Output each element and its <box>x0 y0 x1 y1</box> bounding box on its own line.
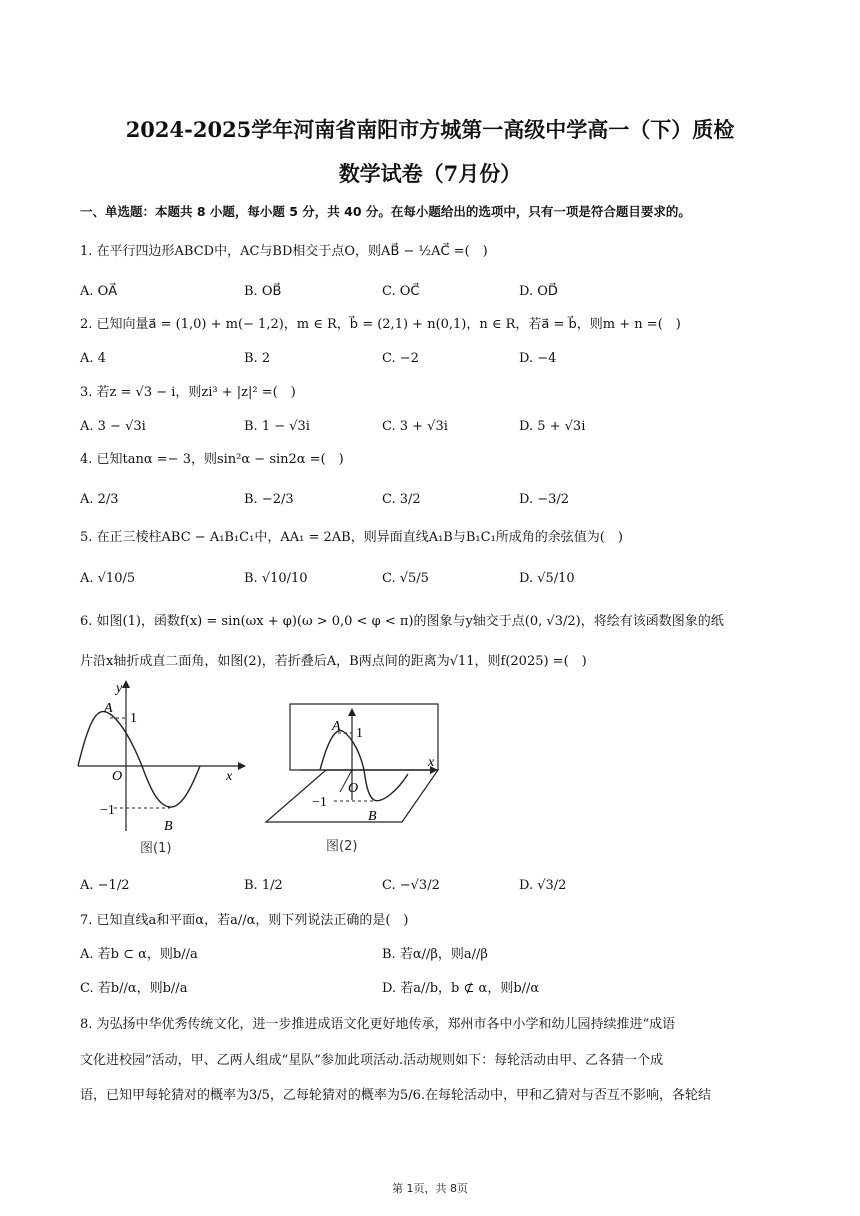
point-a-label: A <box>104 701 113 716</box>
question-7-option-b: B. 若α//β，则a//β <box>382 947 488 962</box>
question-2-option-b: B. 2 <box>244 351 271 366</box>
question-8-stem-line3: 语，已知甲每轮猜对的概率为3/5，乙每轮猜对的概率为5/6.在每轮活动中，甲和乙猜对与否互不影响，各轮结 <box>80 1088 711 1103</box>
question-1-option-c: C. OC⃗ <box>382 284 420 299</box>
question-6-option-d: D. √3/2 <box>519 878 567 893</box>
tick-neg-one-label: −1 <box>312 795 327 810</box>
question-5-option-d: D. √5/10 <box>519 571 575 586</box>
question-7-stem: 7. 已知直线a和平面α，若a//α，则下列说法正确的是( ) <box>80 913 409 928</box>
point-b-label: B <box>368 809 377 824</box>
point-b-label: B <box>164 819 173 834</box>
x-axis-label: x <box>226 769 233 784</box>
question-1-stem: 1. 在平行四边形ABCD中，AC与BD相交于点O，则AB⃗ − ½AC⃗ =( ) <box>80 244 488 259</box>
tick-one-label: 1 <box>356 726 363 741</box>
question-5-option-a: A. √10/5 <box>80 571 136 586</box>
figure-2 <box>264 700 454 862</box>
question-6-option-b: B. 1/2 <box>244 878 283 893</box>
tick-one-label: 1 <box>130 711 137 726</box>
figure-2-graph <box>264 700 454 862</box>
question-6-option-c: C. −√3/2 <box>382 878 440 893</box>
question-2-stem: 2. 已知向量a⃗ = (1,0) + m(− 1,2)，m ∈ R，b⃗ = (2,1) + n(0,1)，n ∈ R，若a⃗ = b⃗，则m + n =( ) <box>80 317 681 332</box>
question-1-option-b: B. OB⃗ <box>244 284 282 299</box>
tick-neg-one-label: −1 <box>100 803 115 818</box>
question-6-option-a: A. −1/2 <box>80 878 130 893</box>
question-8-stem-line2: 文化进校园”活动，甲、乙两人组成“星队”参加此项活动.活动规则如下：每轮活动由甲、乙各猜一个成 <box>80 1053 664 1068</box>
x-axis-label: x <box>428 755 435 770</box>
figure-1-graph <box>76 676 246 862</box>
y-axis-label: y <box>116 681 123 696</box>
question-8-stem-line1: 8. 为弘扬中华优秀传统文化，进一步推进成语文化更好地传承，郑州市各中小学和幼儿园持续推进“成语 <box>80 1017 676 1032</box>
question-6-stem-line1: 6. 如图(1)，函数f(x) = sin(ωx + φ)(ω > 0,0 < φ < π)的图象与y轴交于点(0, √3/2)，将绘有该函数图象的纸 <box>80 614 724 629</box>
question-3-option-d: D. 5 + √3i <box>519 419 586 434</box>
origin-label: O <box>112 769 123 784</box>
question-4-stem: 4. 已知tanα =− 3，则sin²α − sin2α =( ) <box>80 452 344 467</box>
question-1-option-d: D. OD⃗ <box>519 284 558 299</box>
point-a-label: A <box>332 719 341 734</box>
y-axis-arrow-icon <box>122 680 130 688</box>
vertical-plane <box>290 704 438 770</box>
question-2-option-c: C. −2 <box>382 351 419 366</box>
question-4-option-b: B. −2/3 <box>244 492 294 507</box>
y-axis-arrow-icon <box>348 708 356 716</box>
page-footer: 第 1页，共 8页 <box>392 1182 468 1195</box>
sine-curve <box>78 712 200 807</box>
question-2-option-a: A. 4 <box>80 351 106 366</box>
question-2-option-d: D. −4 <box>519 351 557 366</box>
figure-2-caption: 图(2) <box>326 839 358 854</box>
question-7-option-d: D. 若a//b，b ⊄ α，则b//α <box>382 981 540 996</box>
fold-curve-lower <box>364 770 408 801</box>
question-6-stem-line2: 片沿x轴折成直二面角，如图(2)，若折叠后A，B两点间的距离为√11，则f(2025) =( ) <box>80 654 587 669</box>
question-3-stem: 3. 若z = √3 − i，则zi³ + |z|² =( ) <box>80 385 296 400</box>
question-5-option-b: B. √10/10 <box>244 571 308 586</box>
question-5-stem: 5. 在正三棱柱ABC − A₁B₁C₁中，AA₁ = 2AB，则异面直线A₁B与B₁C₁所成角的余弦值为( ) <box>80 530 623 545</box>
section-heading: 一、单选题：本题共 8 小题，每小题 5 分，共 40 分。在每小题给出的选项中，只有一项是符合题目要求的。 <box>80 204 691 219</box>
question-4-option-c: C. 3/2 <box>382 492 421 507</box>
question-5-option-c: C. √5/5 <box>382 571 429 586</box>
question-1-option-a: A. OA⃗ <box>80 284 118 299</box>
question-3-option-c: C. 3 + √3i <box>382 419 448 434</box>
question-3-option-a: A. 3 − √3i <box>80 419 146 434</box>
question-7-option-a: A. 若b ⊂ α，则b//a <box>80 947 198 962</box>
x-axis-arrow-icon <box>238 762 246 770</box>
origin-label: O <box>348 781 359 796</box>
question-4-option-a: A. 2/3 <box>80 492 119 507</box>
figure-1 <box>76 676 246 862</box>
question-3-option-b: B. 1 − √3i <box>244 419 310 434</box>
page-title-line2: 数学试卷（7月份） <box>338 161 522 186</box>
figure-1-caption: 图(1) <box>140 841 172 856</box>
question-7-option-c: C. 若b//α，则b//a <box>80 981 188 996</box>
question-4-option-d: D. −3/2 <box>519 492 570 507</box>
page-title-line1: 2024-2025学年河南省南阳市方城第一高级中学高一（下）质检 <box>125 117 735 142</box>
